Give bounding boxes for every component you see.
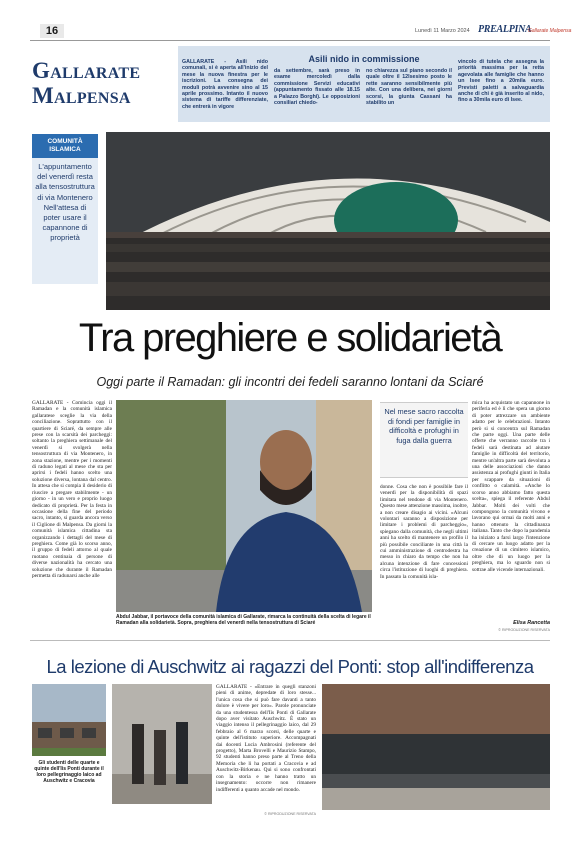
auschwitz-photo-caption: Gli studenti delle quarte e quinte dell'Iis Ponti durante il loro pellegrinaggio laico ad Auschwitz e Cracovia [34, 760, 104, 784]
brand-logo: PREALPINA [478, 24, 532, 35]
header-section: Gallarate Malpensa [528, 28, 572, 34]
students-walking-illustration [112, 684, 212, 804]
prayer-tent-photo [106, 132, 550, 310]
second-article-body: GALLARATE - «Entrare in quegli stanzoni pieni di anime, depredate di loro stesse... l'unica cosa che si può fare davanti a tanto dolore è vivere per loro». Parole pronunciate da una studentessa dell'Iis Ponti di Gallarate dopo aver visitato Auschwitz. È stato un viaggio intenso il pellegrinaggio laico, dal 29 febbraio al 6 marzo scorsi, delle quarte e quinte dell'istituto superiore. Accompagnati dai docenti Lucia Ambrosini (referente del progetto), Marta Brovelli e Maurizio Stampo, 92 studenti hanno preso parte al Treno della Memoria che li ha portati a Cracovia e ad Auschwitz-Birkenau. Qui si sono confrontati con la storia e ne hanno tratto un insegnamento: occorre non rimanere indifferenti a quanto accade nel mondo. [216, 684, 316, 793]
brief-col-4: vincolo di tutela che assegna la priorità massima per la retta agevolata alle famiglie che hanno un Isee fino a 20mila euro. Previsti paletti a salvaguardia anche di chi è già inserito al nido, fino a 30mila euro di Isee. [458, 59, 544, 104]
main-credit: © RIPRODUZIONE RISERVATA [498, 628, 550, 632]
portrait-caption: Abdul Jabbar, il portavoce della comunità islamica di Gallarate, rimarca la continuità della scelta di legare il Ramadan alla solidarietà. Sopra, preghiera del venerdì nella tensostruttura di Sciaré [116, 614, 371, 626]
second-credit: © RIPRODUZIONE RISERVATA [264, 812, 316, 816]
main-subheadline: Oggi parte il Ramadan: gli incontri dei fedeli saranno lontani da Sciaré [96, 375, 484, 389]
main-article-col-4: mica ha acquistato un capannone in periferia ed è lì che spera un giorno di poter attrezzare un ambiente adatto per le celebrazioni. Intanto però si si concentra sul Ramadan che parte oggi. Una parte delle offerte che verranno raccolte tra i fedeli sarà destinata ad aiutare famiglie in difficoltà del territorio, mentre un'altra parte sarà devoluta a una delle associazioni che danno assistenza ai profughi giunti in Italia per scappare da situazioni di conflitto o calamità. «Anche lo scorso anno abbiamo fatto questa scelta», spiega il referente Abdul Jabbar. Molti dei volti che compongono la comunità vivono e lavorano qui ormai da molti anni e hanno ottenuto la cittadinanza italiana. Tanto che dopo la pandemia ha iniziato a farsi largo l'intenzione di cercare un luogo adatto per la creazione di un cimitero islamico, oltre che di un luogo per la preghiera, ma lo sguardo non si sottrae alle vicende internazionali. [472, 400, 550, 573]
section-title [32, 58, 172, 108]
brief-col-3: no chiarezza sul piano secondo il quale oltre il 12Isesimo posto le rette saranno sensibilmente più alte. Con una delibera, nei giorni scorsi, la giunta Cassani ha stabilito un [366, 68, 452, 107]
brief-col-2: da settembre, sarà preso in esame mercoledì dalla commissione Servizi educativi (appuntamento fissato alle 18.15 a Palazzo Borghi). Le opposizioni consiliari chiedo- [274, 68, 360, 107]
second-headline: La lezione di Auschwitz ai ragazzi del Ponti: stop all'indifferenza [46, 656, 534, 677]
auschwitz-photo-2 [112, 684, 212, 804]
portrait-illustration [116, 400, 372, 612]
brief-title: Asili nido in commissione [308, 54, 420, 64]
auschwitz-photo-1 [32, 684, 106, 756]
section-title-line1: Gallarate [32, 58, 141, 83]
auschwitz-barracks-illustration [32, 684, 106, 756]
brief-box [178, 46, 550, 122]
header-rule [30, 40, 550, 41]
main-article-col-3: donne. Cosa che non è possibile fare il venerdì per la disponibilità di spazi limitata nel tendone di via Montenero. Questo mese attenzione massima, inoltre, a non creare disagio ai vicini. «Alcuni volontari saranno a disposizione per limitare i problemi di parcheggio», spiegano dalla comunità, che negli ultimi anni ha scelto di mantenere un profilo il più possibile conciliante in una città la cui amministrazione di centrodestra ha messo in chiaro da tempo che non ha alcuna intenzione di fare concessioni circa l'istituzione di luoghi di preghiera. In passato la comunità isla- [380, 484, 468, 580]
students-group-photo [322, 684, 550, 810]
sidebar-text: L'appuntamento del venerdì resta alla tensostruttura di via Montenero Nell'attesa di poter usare il capannone di proprietà [32, 158, 98, 284]
header-date: Lunedì 11 Marzo 2024 [415, 28, 470, 34]
page-number: 16 [40, 24, 64, 38]
tent-illustration [106, 132, 550, 310]
main-byline: Elisa Rancetta [513, 620, 550, 626]
sidebar-tag: COMUNITÀ ISLAMICA [32, 134, 98, 158]
brief-col-1: GALLARATE - Asili nido comunali, si è aperta all'inizio del mese la nuova finestra per le iscrizioni. La consegna dei moduli potrà avvenire sino al 15 aprile prossimo. Intanto il nuovo sistema di tariffe differenziate, che entrerà in vigore [182, 59, 268, 110]
portrait-photo [116, 400, 372, 612]
pull-quote: Nel mese sacro raccolta di fondi per famiglie in difficoltà e profughi in fuga dalla guerra [380, 402, 468, 478]
main-headline: Tra preghiere e solidarietà [78, 316, 502, 360]
section-divider [30, 640, 550, 641]
section-title-line2: Malpensa [32, 83, 131, 108]
main-article-col-1: GALLARATE - Comincia oggi il Ramadan e la comunità islamica gallaratese sceglie la via della conciliazione. Soprattutto con il quartiere di Sciaré, da sempre alle prese con la scarsità dei parcheggi: soltanto la preghiera settimanale del venerdì si svolgerà nella tensostruttura di via Montenero, in zona stazione, mentre per i momenti di raduno legati al mese che sta per aprirsi i fedeli hanno scelto una soluzione diversa, lontana dal centro. In attesa che si compia il desiderio di riuscire a pregare stabilmente - un giorno - in un vero e proprio luogo dedicato di proprietà. Per la festa in occasione della fine del periodo sacro, intanto, si guarda ancora verso il Ciglione di Malpensa. Da giorni la comunità islamica cittadina sta organizzando i dettagli del mese di preghiera. Come già lo scorso anno, il gruppo di fedeli attorno al quale ruotano centinaia di persone di diverse nazionalità ha cercato una soluzione che durante il Ramadan permetta di radunarsi anche alle [32, 400, 112, 579]
group-photo-illustration [322, 684, 550, 810]
